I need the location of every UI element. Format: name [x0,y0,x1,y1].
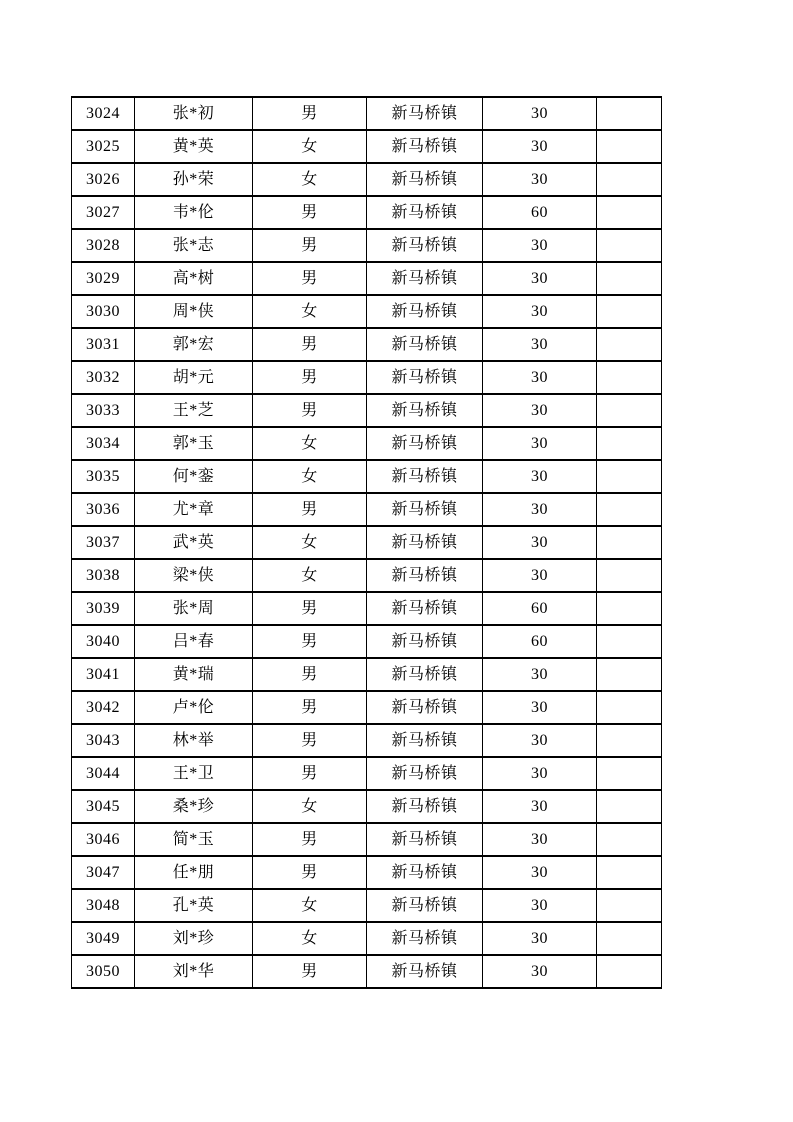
table-row [72,394,662,427]
table-row [72,97,662,130]
table-row [72,460,662,493]
cell-blank [597,922,662,955]
cell-town: 新马桥镇 [367,889,483,922]
cell-town: 新马桥镇 [367,328,483,361]
cell-amount: 30 [483,757,597,790]
cell-blank [597,724,662,757]
cell-gender: 男 [253,394,367,427]
cell-id: 3047 [72,856,135,889]
cell-id: 3039 [72,592,135,625]
cell-town: 新马桥镇 [367,790,483,823]
cell-id: 3042 [72,691,135,724]
cell-id: 3045 [72,790,135,823]
cell-id: 3029 [72,262,135,295]
cell-town: 新马桥镇 [367,361,483,394]
cell-town: 新马桥镇 [367,526,483,559]
cell-blank [597,328,662,361]
cell-amount: 30 [483,889,597,922]
cell-id: 3050 [72,955,135,988]
cell-amount: 30 [483,559,597,592]
cell-amount: 30 [483,493,597,526]
cell-id: 3032 [72,361,135,394]
cell-amount: 30 [483,328,597,361]
cell-gender: 女 [253,130,367,163]
cell-name: 张*周 [135,592,253,625]
cell-blank [597,130,662,163]
cell-id: 3028 [72,229,135,262]
cell-gender: 男 [253,823,367,856]
table-row [72,493,662,526]
cell-blank [597,856,662,889]
cell-amount: 30 [483,163,597,196]
cell-gender: 男 [253,625,367,658]
table-row [72,163,662,196]
cell-id: 3024 [72,97,135,130]
cell-name: 孔*英 [135,889,253,922]
cell-town: 新马桥镇 [367,427,483,460]
cell-id: 3037 [72,526,135,559]
cell-town: 新马桥镇 [367,922,483,955]
cell-town: 新马桥镇 [367,196,483,229]
cell-gender: 男 [253,691,367,724]
cell-name: 周*侠 [135,295,253,328]
cell-id: 3048 [72,889,135,922]
cell-town: 新马桥镇 [367,163,483,196]
cell-town: 新马桥镇 [367,625,483,658]
cell-blank [597,427,662,460]
cell-gender: 女 [253,526,367,559]
table-row [72,790,662,823]
cell-blank [597,790,662,823]
cell-blank [597,229,662,262]
cell-name: 孙*荣 [135,163,253,196]
cell-town: 新马桥镇 [367,97,483,130]
cell-blank [597,361,662,394]
cell-amount: 30 [483,361,597,394]
table-row [72,625,662,658]
cell-gender: 女 [253,790,367,823]
cell-amount: 30 [483,922,597,955]
cell-gender: 男 [253,757,367,790]
table-row [72,922,662,955]
cell-town: 新马桥镇 [367,130,483,163]
cell-gender: 男 [253,493,367,526]
table-row [72,229,662,262]
cell-name: 吕*春 [135,625,253,658]
cell-id: 3030 [72,295,135,328]
cell-name: 卢*伦 [135,691,253,724]
table-row [72,592,662,625]
cell-id: 3036 [72,493,135,526]
cell-town: 新马桥镇 [367,295,483,328]
cell-amount: 30 [483,97,597,130]
cell-town: 新马桥镇 [367,955,483,988]
table-row [72,295,662,328]
table-row [72,361,662,394]
cell-blank [597,97,662,130]
cell-town: 新马桥镇 [367,691,483,724]
cell-town: 新马桥镇 [367,757,483,790]
cell-amount: 30 [483,658,597,691]
cell-blank [597,955,662,988]
cell-blank [597,658,662,691]
cell-name: 郭*宏 [135,328,253,361]
cell-blank [597,592,662,625]
cell-name: 郭*玉 [135,427,253,460]
table-row [72,658,662,691]
cell-gender: 男 [253,328,367,361]
beneficiary-table-container [71,96,662,989]
cell-amount: 30 [483,856,597,889]
cell-id: 3040 [72,625,135,658]
cell-name: 武*英 [135,526,253,559]
cell-amount: 60 [483,592,597,625]
cell-id: 3043 [72,724,135,757]
cell-gender: 女 [253,889,367,922]
cell-town: 新马桥镇 [367,856,483,889]
cell-gender: 女 [253,427,367,460]
cell-gender: 女 [253,460,367,493]
cell-id: 3033 [72,394,135,427]
cell-blank [597,526,662,559]
cell-id: 3026 [72,163,135,196]
cell-amount: 30 [483,823,597,856]
cell-gender: 男 [253,658,367,691]
cell-town: 新马桥镇 [367,262,483,295]
cell-id: 3031 [72,328,135,361]
cell-name: 张*志 [135,229,253,262]
cell-name: 任*朋 [135,856,253,889]
cell-blank [597,262,662,295]
cell-amount: 60 [483,625,597,658]
table-row [72,856,662,889]
cell-town: 新马桥镇 [367,823,483,856]
cell-amount: 30 [483,130,597,163]
table-row [72,724,662,757]
cell-gender: 男 [253,856,367,889]
table-row [72,823,662,856]
cell-amount: 30 [483,955,597,988]
cell-blank [597,559,662,592]
table-row [72,889,662,922]
cell-amount: 30 [483,427,597,460]
table-row [72,262,662,295]
cell-gender: 男 [253,262,367,295]
cell-id: 3049 [72,922,135,955]
table-row [72,196,662,229]
cell-gender: 男 [253,361,367,394]
cell-amount: 30 [483,229,597,262]
cell-name: 高*树 [135,262,253,295]
cell-blank [597,295,662,328]
cell-amount: 60 [483,196,597,229]
cell-name: 韦*伦 [135,196,253,229]
cell-blank [597,394,662,427]
cell-name: 王*卫 [135,757,253,790]
cell-town: 新马桥镇 [367,460,483,493]
cell-name: 简*玉 [135,823,253,856]
cell-name: 刘*华 [135,955,253,988]
cell-amount: 30 [483,394,597,427]
cell-amount: 30 [483,691,597,724]
cell-town: 新马桥镇 [367,724,483,757]
cell-blank [597,823,662,856]
cell-amount: 30 [483,460,597,493]
table-row [72,955,662,988]
cell-id: 3025 [72,130,135,163]
cell-gender: 女 [253,559,367,592]
cell-blank [597,625,662,658]
cell-id: 3027 [72,196,135,229]
cell-town: 新马桥镇 [367,394,483,427]
cell-name: 林*举 [135,724,253,757]
cell-gender: 女 [253,295,367,328]
cell-blank [597,460,662,493]
table-row [72,427,662,460]
cell-blank [597,196,662,229]
cell-name: 梁*侠 [135,559,253,592]
cell-blank [597,757,662,790]
cell-amount: 30 [483,295,597,328]
cell-name: 何*銮 [135,460,253,493]
cell-name: 黄*瑞 [135,658,253,691]
table-row [72,757,662,790]
cell-blank [597,163,662,196]
cell-id: 3034 [72,427,135,460]
cell-name: 黄*英 [135,130,253,163]
cell-blank [597,493,662,526]
cell-blank [597,889,662,922]
cell-gender: 男 [253,592,367,625]
table-body [72,97,662,988]
cell-name: 尤*章 [135,493,253,526]
cell-gender: 男 [253,229,367,262]
cell-gender: 男 [253,724,367,757]
cell-id: 3041 [72,658,135,691]
cell-town: 新马桥镇 [367,493,483,526]
cell-gender: 男 [253,97,367,130]
cell-town: 新马桥镇 [367,229,483,262]
beneficiary-table [71,96,662,989]
cell-amount: 30 [483,526,597,559]
cell-gender: 女 [253,163,367,196]
cell-id: 3035 [72,460,135,493]
cell-amount: 30 [483,724,597,757]
table-row [72,691,662,724]
cell-gender: 男 [253,196,367,229]
cell-name: 胡*元 [135,361,253,394]
cell-town: 新马桥镇 [367,658,483,691]
table-row [72,559,662,592]
cell-name: 桑*珍 [135,790,253,823]
table-row [72,130,662,163]
cell-id: 3046 [72,823,135,856]
cell-blank [597,691,662,724]
table-row [72,526,662,559]
cell-town: 新马桥镇 [367,592,483,625]
cell-amount: 30 [483,790,597,823]
cell-name: 刘*珍 [135,922,253,955]
cell-name: 王*芝 [135,394,253,427]
cell-amount: 30 [483,262,597,295]
table-row [72,328,662,361]
cell-id: 3044 [72,757,135,790]
cell-town: 新马桥镇 [367,559,483,592]
cell-gender: 男 [253,955,367,988]
cell-name: 张*初 [135,97,253,130]
cell-gender: 女 [253,922,367,955]
cell-id: 3038 [72,559,135,592]
